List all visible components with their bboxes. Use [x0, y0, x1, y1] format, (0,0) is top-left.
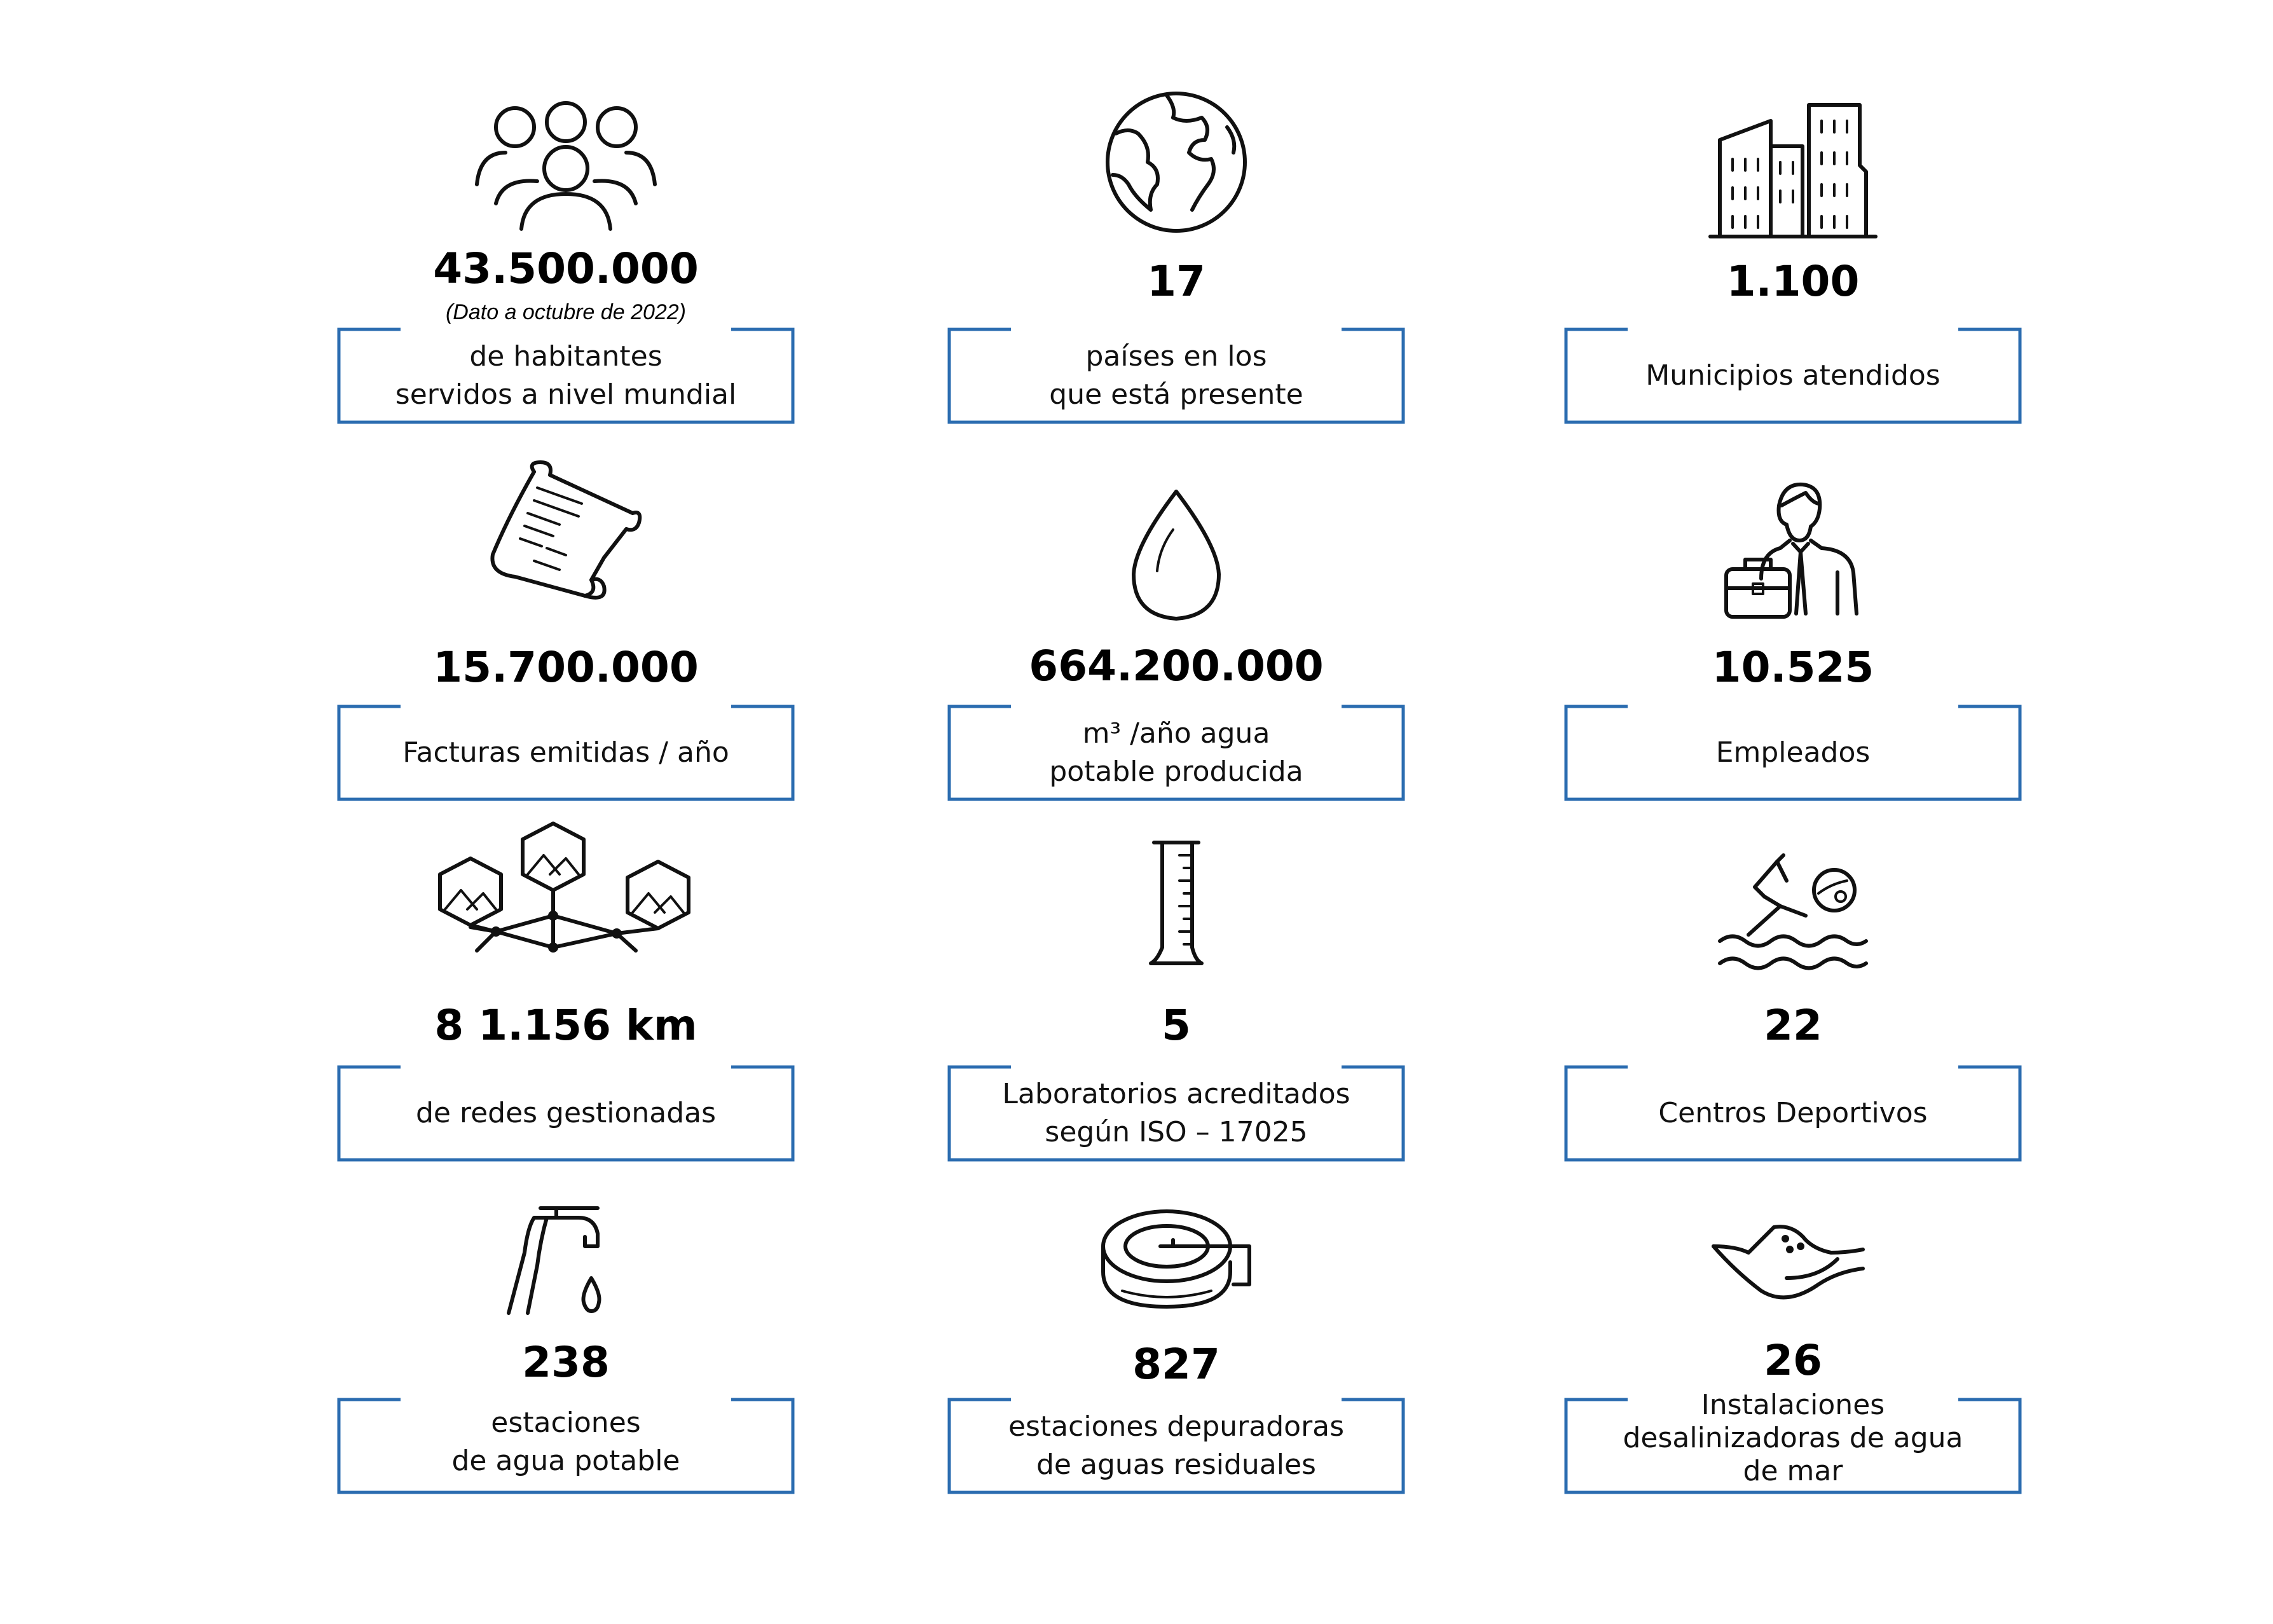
- stat-value: 5: [1162, 1001, 1191, 1050]
- stat-label: m³ /año agua potable producida: [1049, 717, 1303, 788]
- label-box: [947, 327, 1405, 424]
- label-box: [1564, 1389, 2022, 1494]
- label-box: [1564, 1065, 2022, 1162]
- stat-label: Facturas emitidas / año: [402, 736, 729, 769]
- buildings-icon: [1564, 102, 2022, 273]
- stat-label: Municipios atendidos: [1645, 359, 1940, 392]
- stat-note: (Dato a octubre de 2022): [445, 300, 687, 324]
- stat-label: Instalaciones desalinizadoras de agua de mar: [1623, 1389, 1963, 1487]
- network-houses-icon: [337, 839, 795, 1011]
- stat-label: estaciones depuradoras de aguas residuales: [1008, 1410, 1345, 1481]
- employee-briefcase-icon: [1564, 477, 2022, 649]
- stat-label: países en los que está presente: [1049, 340, 1303, 411]
- stat-value: 26: [1764, 1336, 1822, 1385]
- water-drop-icon: [947, 477, 1405, 649]
- label-box: [1564, 327, 2022, 424]
- stat-value: 15.700.000: [433, 643, 699, 692]
- label-box: [337, 1398, 795, 1494]
- stat-value: 10.525: [1712, 643, 1874, 692]
- label-box: [337, 705, 795, 801]
- label-box: [947, 705, 1405, 801]
- stat-value: 17: [1147, 257, 1205, 306]
- label-box: [337, 1065, 795, 1162]
- globe-icon: [947, 102, 1405, 273]
- stat-label: de habitantes servidos a nivel mundial: [395, 340, 737, 411]
- stat-label: Laboratorios acreditados según ISO – 17025: [1002, 1078, 1350, 1148]
- stat-value: 8 1.156 km: [434, 1001, 697, 1050]
- label-box: [947, 1398, 1405, 1494]
- invoice-scroll-icon: [337, 477, 795, 649]
- stat-label: de redes gestionadas: [415, 1097, 717, 1129]
- stat-value: 238: [522, 1338, 610, 1387]
- stat-value: 664.200.000: [1029, 642, 1324, 691]
- stat-value: 43.500.000: [433, 244, 699, 293]
- stat-value: 827: [1132, 1340, 1220, 1389]
- graduated-cylinder-icon: [947, 839, 1405, 1011]
- label-box: [947, 1065, 1405, 1162]
- swimmer-icon: [1564, 839, 2022, 1011]
- label-box: [1564, 705, 2022, 801]
- stat-value: 1.100: [1726, 257, 1860, 306]
- stat-label: Centros Deportivos: [1658, 1097, 1928, 1129]
- label-box: [337, 327, 795, 424]
- stat-label: Empleados: [1715, 736, 1871, 769]
- stat-value: 22: [1764, 1001, 1822, 1050]
- stat-label: estaciones de agua potable: [451, 1407, 680, 1477]
